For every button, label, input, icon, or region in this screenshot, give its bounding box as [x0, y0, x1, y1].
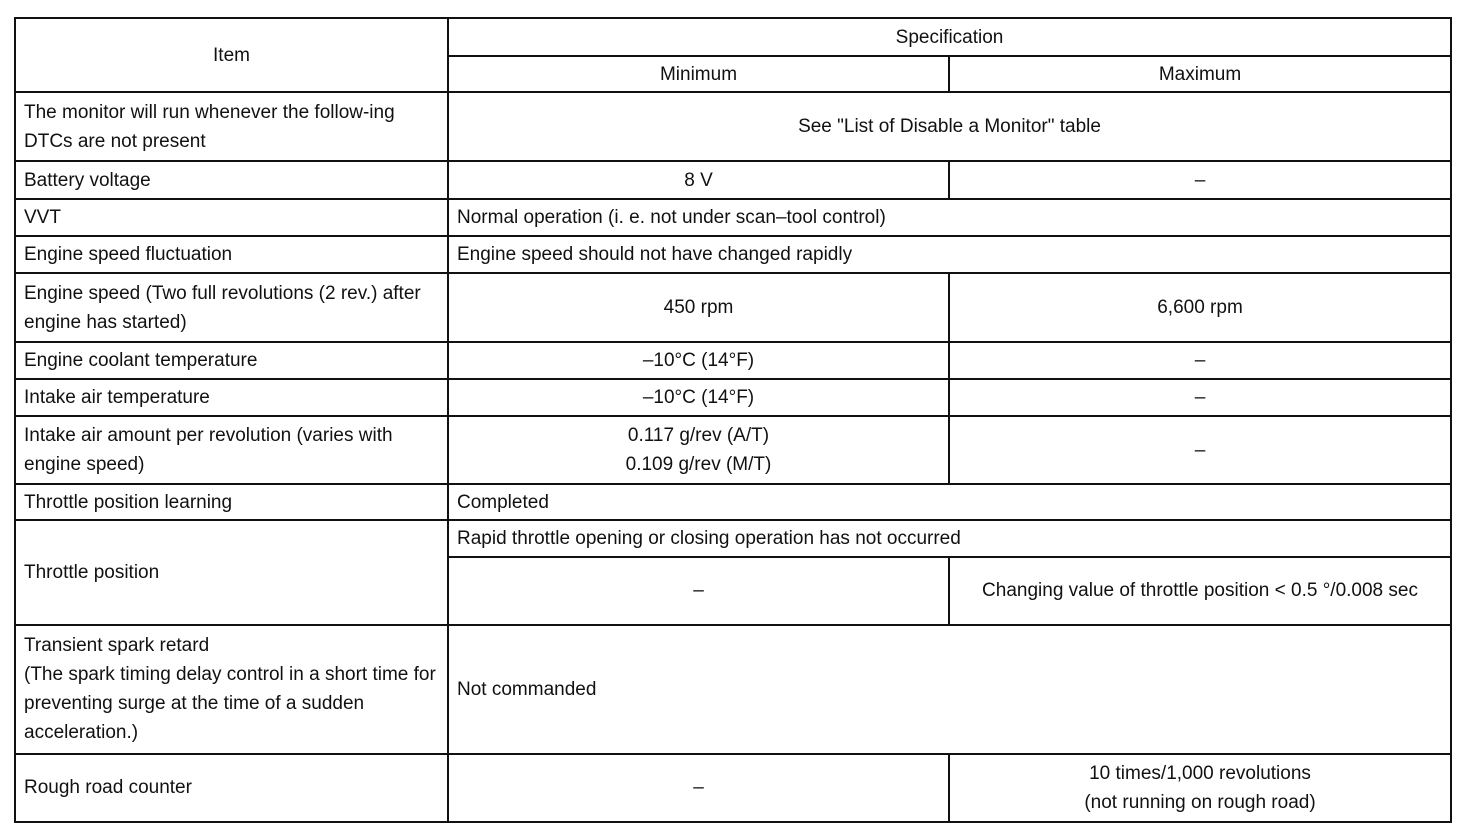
item-cell: Engine speed (Two full revolutions (2 rev.) after engine has started): [15, 273, 448, 342]
min-cell: –10°C (14°F): [448, 379, 949, 416]
table-row: [15, 161, 1451, 199]
min-cell: –10°C (14°F): [448, 342, 949, 379]
item-line: (The spark timing delay control in a short time for preventing surge at the time of a sudden acceleration.): [24, 664, 436, 744]
table-row: [15, 484, 1451, 519]
item-cell: Battery voltage: [15, 161, 448, 199]
max-cell: –: [949, 161, 1451, 199]
item-line: Transient spark retard: [24, 635, 210, 657]
max-cell: –: [949, 416, 1451, 484]
header-row: [15, 18, 1451, 56]
max-cell: 6,600 rpm: [949, 273, 1451, 342]
table-row: [15, 92, 1451, 161]
min-cell: [448, 416, 949, 484]
table-row: [15, 199, 1451, 236]
header-maximum: Maximum: [949, 56, 1451, 92]
header-minimum: Minimum: [448, 56, 949, 92]
min-line: 0.117 g/rev (A/T): [627, 425, 770, 447]
spec-cell: Rapid throttle opening or closing operation has not occurred: [448, 520, 1451, 557]
max-cell: –: [949, 379, 1451, 416]
table-row: [15, 273, 1451, 342]
header-specification: Specification: [448, 18, 1451, 56]
spec-cell: Engine speed should not have changed rapidly: [448, 236, 1451, 273]
item-cell: Engine coolant temperature: [15, 342, 448, 379]
min-cell: 8 V: [448, 161, 949, 199]
max-line: (not running on rough road): [1084, 791, 1316, 813]
item-cell: Throttle position: [15, 520, 448, 625]
item-cell: [15, 625, 448, 754]
max-cell: Changing value of throttle position < 0.5 °/0.008 sec: [949, 557, 1451, 625]
item-cell: Rough road counter: [15, 754, 448, 822]
spec-cell: See "List of Disable a Monitor" table: [448, 92, 1451, 161]
item-cell: Intake air temperature: [15, 379, 448, 416]
max-cell: –: [949, 342, 1451, 379]
item-cell: Throttle position learning: [15, 484, 448, 519]
item-cell: Engine speed fluctuation: [15, 236, 448, 273]
spec-cell: Completed: [448, 484, 1451, 519]
table-row: [15, 236, 1451, 273]
item-cell: VVT: [15, 199, 448, 236]
table-row: [15, 754, 1451, 822]
min-cell: –: [448, 754, 949, 822]
min-line: 0.109 g/rev (M/T): [625, 454, 772, 476]
spec-cell: Not commanded: [448, 625, 1451, 754]
table-row: [15, 625, 1451, 754]
header-item: Item: [15, 18, 448, 92]
specification-table: [14, 17, 1452, 823]
table-row: [15, 342, 1451, 379]
item-cell: Intake air amount per revolution (varies with engine speed): [15, 416, 448, 484]
min-cell: –: [448, 557, 949, 625]
item-cell: The monitor will run whenever the follow-ing DTCs are not present: [15, 92, 448, 161]
table-row: [15, 416, 1451, 484]
spec-cell: Normal operation (i. e. not under scan–tool control): [448, 199, 1451, 236]
table-row: [15, 520, 1451, 557]
max-line: 10 times/1,000 revolutions: [1089, 762, 1311, 784]
min-cell: 450 rpm: [448, 273, 949, 342]
max-cell: [949, 754, 1451, 822]
table-row: [15, 379, 1451, 416]
